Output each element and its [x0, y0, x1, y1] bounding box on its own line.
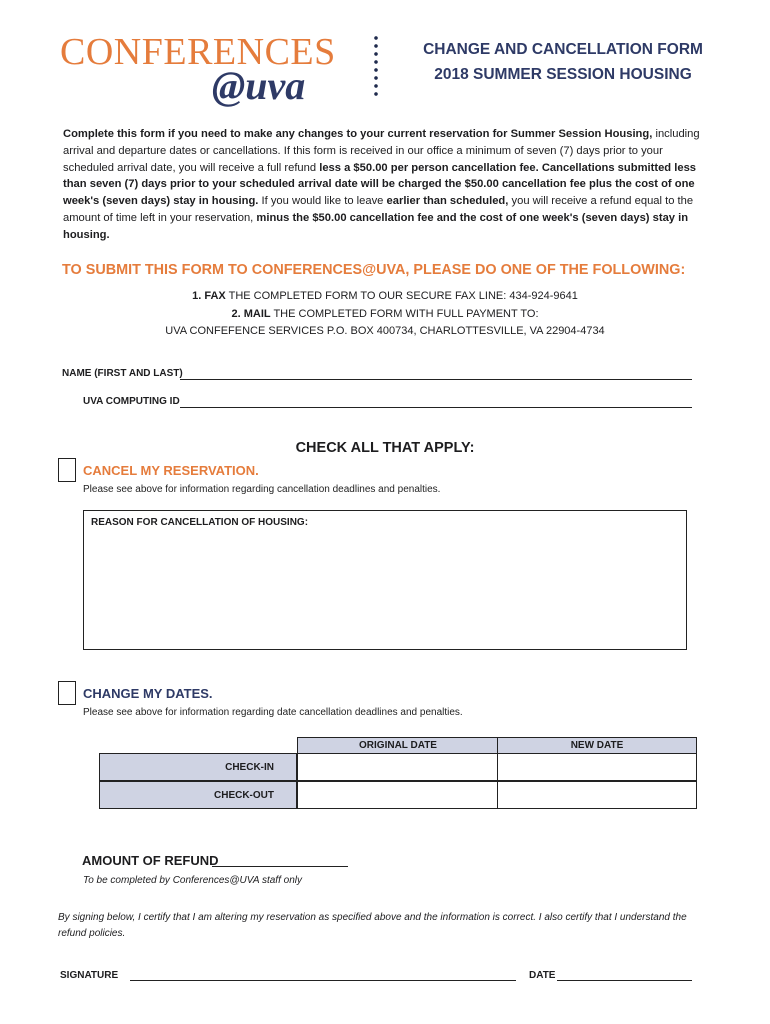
mail-number: 2. MAIL [231, 308, 271, 320]
certification-text: By signing below, I certify that I am altering my reservation as specified above and the information is correct. I also certify that I understand the refund policies. [58, 912, 687, 939]
refund-amount-field[interactable] [212, 866, 348, 867]
fax-text: THE COMPLETED FORM TO OUR SECURE FAX LINE: 434-924-9641 [225, 290, 578, 302]
check-all-heading: CHECK ALL THAT APPLY: [295, 440, 475, 456]
intro-text-4: If you would like to leave [258, 195, 387, 208]
cancellation-reason-box[interactable] [83, 510, 687, 650]
check-out-original-date-field[interactable] [297, 781, 499, 809]
name-field[interactable] [180, 379, 692, 380]
signature-label: SIGNATURE [60, 970, 119, 981]
logo-uva-text: @uva [212, 63, 306, 108]
refund-label: AMOUNT OF REFUND [82, 853, 219, 868]
name-label: NAME (FIRST AND LAST) [62, 368, 183, 379]
check-in-original-date-field[interactable] [297, 753, 499, 781]
signature-field[interactable] [130, 980, 516, 981]
new-date-header: NEW DATE [497, 737, 697, 755]
check-in-label: CHECK-IN [99, 753, 297, 781]
mail-instruction [0, 308, 770, 320]
cancel-note: Please see above for information regarding cancellation deadlines and penalties. [83, 484, 441, 495]
date-label: DATE [529, 970, 556, 981]
change-dates-checkbox[interactable] [58, 681, 76, 705]
intro-bold-1: Complete this form if you need to make any changes to your current reservation for Summer Session Housing, [63, 128, 653, 140]
check-out-label: CHECK-OUT [99, 781, 297, 809]
check-in-new-date-field[interactable] [497, 753, 697, 781]
intro-bold-5: earlier than scheduled, [386, 195, 509, 208]
logo-conferences-text: CONFERENCES [60, 31, 336, 73]
intro-bold-7: minus the $50.00 cancellation fee and the cost of one week's (seven days) stay in housing. [63, 211, 689, 241]
form-subtitle: 2018 SUMMER SESSION HOUSING [434, 66, 692, 83]
intro-bold-3: less a $50.00 per person cancellation fee. Cancellations submitted less than seven (7) days prior to your scheduled arrival date will be charged the $50.00 cancellation fee plus the cost of one week's (seven days) stay in housing. [63, 161, 697, 208]
change-dates-title: CHANGE MY DATES. [83, 686, 213, 701]
change-dates-note: Please see above for information regarding date cancellation deadlines and penalties. [83, 707, 463, 718]
cancel-reservation-checkbox[interactable] [58, 458, 76, 482]
dotted-divider [372, 34, 380, 98]
computing-id-label: UVA COMPUTING ID [83, 396, 180, 407]
computing-id-field[interactable] [180, 407, 692, 408]
date-field[interactable] [557, 980, 692, 981]
refund-note: To be completed by Conferences@UVA staff only [83, 875, 302, 886]
cancel-reservation-title: CANCEL MY RESERVATION. [83, 463, 259, 478]
fax-instruction [0, 290, 770, 302]
intro-text-6: you will receive a refund equal to the amount of time left in your reservation, [63, 195, 694, 224]
original-date-header: ORIGINAL DATE [297, 737, 499, 755]
check-out-new-date-field[interactable] [497, 781, 697, 809]
fax-number: 1. FAX [192, 290, 226, 302]
intro-text-2: including arrival and departure dates or cancellations. If this form is received in our office a minimum of seven (7) days prior to your scheduled arrival date, you will receive a full refund [63, 128, 700, 174]
mail-address: UVA CONFEFENCE SERVICES P.O. BOX 400734, CHARLOTTESVILLE, VA 22904-4734 [165, 325, 605, 337]
intro-paragraph [63, 126, 708, 244]
submit-heading: TO SUBMIT THIS FORM TO CONFERENCES@UVA, PLEASE DO ONE OF THE FOLLOWING: [62, 262, 686, 278]
form-title: CHANGE AND CANCELLATION FORM [423, 41, 703, 58]
cancellation-reason-label: REASON FOR CANCELLATION OF HOUSING: [91, 517, 309, 528]
mail-text: THE COMPLETED FORM WITH FULL PAYMENT TO: [270, 308, 539, 320]
